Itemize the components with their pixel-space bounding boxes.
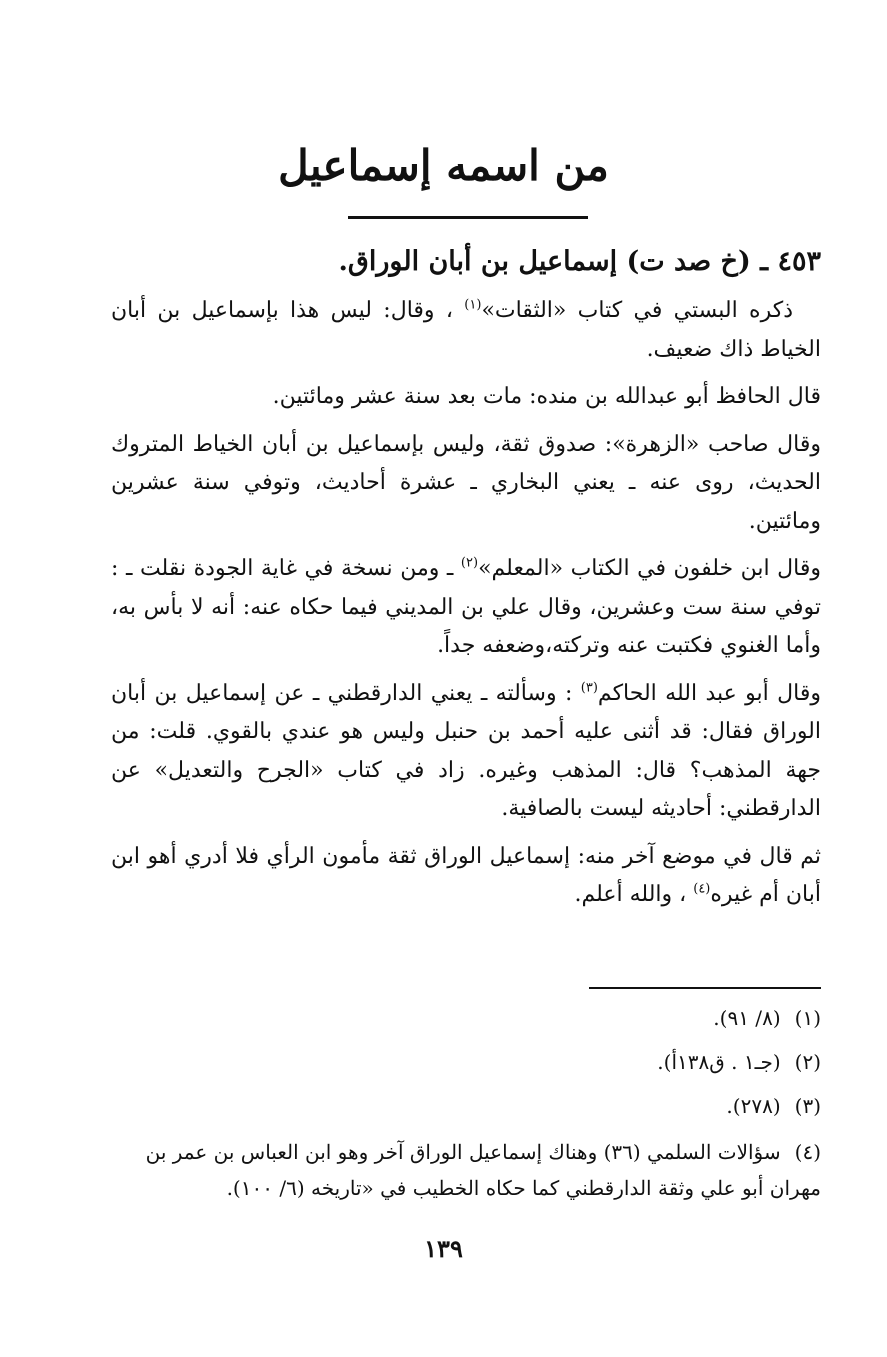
paragraph-4-text-a: وقال ابن خلفون في الكتاب «المعلم» [478, 556, 821, 581]
paragraph-6 [111, 838, 821, 915]
entry-heading: ٤٥٣ ـ (خ صد ت) إسماعيل بن أبان الوراق. [338, 246, 821, 277]
footnote-number: (٢) [794, 1050, 821, 1074]
entry-body [111, 292, 821, 924]
footnote-number: (١) [794, 1006, 821, 1030]
footnote-ref-1: (١) [464, 297, 482, 313]
paragraph-3: وقال صاحب «الزهرة»: صدوق ثقة، وليس بإسماعيل بن أبان الخياط المتروك الحديث، روى عنه ـ يعني البخاري ـ عشرة أحاديث، وتوفي سنة عشرين ومائتين. [111, 431, 821, 534]
footnote-1 [111, 996, 821, 1040]
paragraph-6-text-a: ثم قال في موضع آخر منه: إسماعيل الوراق ثقة مأمون الرأي فلا أدري أهو ابن أبان أم غيره [111, 843, 821, 907]
footnote-4 [111, 1128, 821, 1206]
paragraph-5-text-b: : وسألته ـ يعني الدارقطني ـ عن إسماعيل بن أبان الوراق فقال: قد أثنى عليه أحمد بن حنبل وليس هو عندي بالقوي. قلت: من جهة المذهب؟ قال: المذهب وغيره. زاد في كتاب «الجرح والتعديل» عن الدارقطني: أحاديثه ليست بالصافية. [111, 680, 821, 821]
footnotes [111, 996, 821, 1206]
paragraph-5 [111, 675, 821, 829]
footnote-text: (٨/ ٩١). [713, 1006, 781, 1030]
paragraph-1 [111, 292, 821, 369]
paragraph-2: قال الحافظ أبو عبدالله بن منده: مات بعد سنة عشر ومائتين. [272, 384, 821, 409]
footnote-text: سؤالات السلمي (٣٦) وهناك إسماعيل الوراق آخر وهو ابن العباس بن عمر بن مهران أبو علي وثقة الدارقطني كما حكاه الخطيب في «تاريخه (٦/ ١٠٠). [145, 1140, 821, 1200]
footnote-text: (٢٧٨). [726, 1094, 781, 1118]
paragraph-4-text-b: ـ ومن نسخة في غاية الجودة نقلت ـ : توفي سنة ست وعشرين، وقال علي بن المديني فيما حكاه عنه: أنه لا بأس به، وأما الغنوي فكتبت عنه وتركته،وضعفه جداً. [111, 556, 821, 658]
chapter-title: من اسمه إسماعيل [278, 141, 609, 190]
paragraph-1-text-b: ، وقال: ليس هذا بإسماعيل بن أبان الخياط ذاك ضعيف. [111, 298, 821, 362]
footnote-ref-2: (٢) [460, 555, 479, 571]
footnote-number: (٤) [794, 1140, 821, 1164]
title-divider [348, 216, 588, 219]
footnote-2 [111, 1040, 821, 1084]
footnote-ref-3: (٣) [580, 680, 598, 696]
footnote-number: (٣) [794, 1094, 821, 1118]
paragraph-4 [111, 550, 821, 666]
footnote-text: (جـ١ . ق١٣٨أ). [657, 1050, 781, 1074]
paragraph-6-text-b: ، والله أعلم. [574, 882, 694, 907]
footnote-divider [589, 987, 821, 989]
paragraph-1-text-a: ذكره البستي في كتاب «الثقات» [481, 298, 793, 323]
footnote-3 [111, 1084, 821, 1128]
paragraph-5-text-a: وقال أبو عبد الله الحاكم [597, 680, 821, 706]
page-number: ١٣٩ [424, 1234, 463, 1263]
footnote-ref-4: (٤) [693, 881, 711, 897]
